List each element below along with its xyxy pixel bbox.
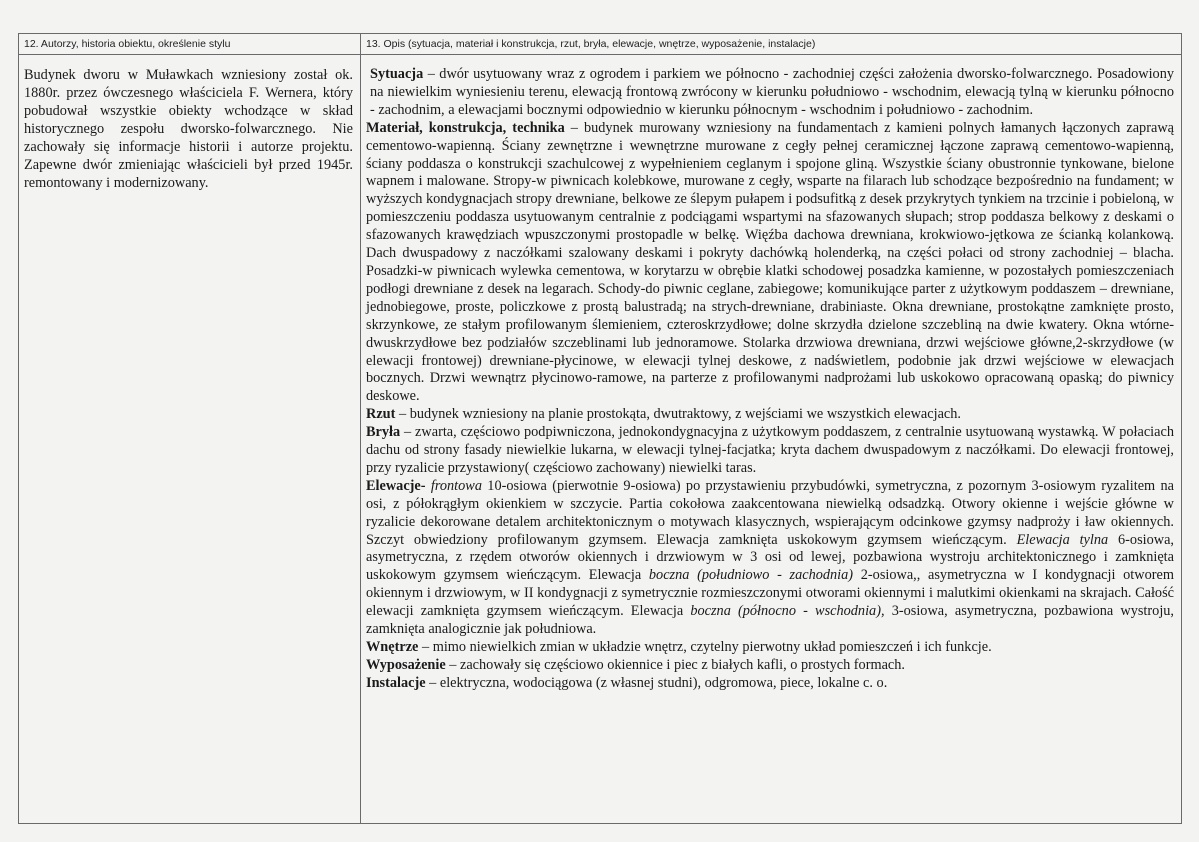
elewacja-boczna-pd-label: boczna (południowo - zachodnia) — [648, 567, 854, 584]
paragraph-wnetrze — [366, 639, 1174, 657]
text-sytuacja: – dwór usytuowany wraz z ogrodem i parkiem we północno - zachodniej części założenia dworsko-folwarcznego. Posadowiony na niewielkim wyniesieniu terenu, elewacją frontową zwrócony w kierunku południowo - wschodnim, elewacją tylną w kierunku północno - zachodnim, a elewacjami bocznymi odpowiednio w kierunku północnym - wschodnim i południowo - zachodnim. — [370, 66, 1174, 118]
text-wyposazenie: – zachowały się częściowo okiennice i piec z białych kafli, o prostych formach. — [445, 656, 905, 673]
label-sytuacja: Sytuacja — [370, 66, 424, 82]
paragraph-rzut — [366, 406, 1174, 424]
label-wyposazenie: Wyposażenie — [366, 656, 446, 673]
paragraph-elewacje — [366, 478, 1174, 639]
text-bryla: – zwarta, częściowo podpiwniczona, jednokondygnacyjna z użytkowym poddaszem, z centralnie usytuowaną wystawką. W połaciach dachu od strony fasady niewielkie lukarna, w elewacji tylnej-facjatka; kryta dachem dwuspadowym z naczółkami. Do elewacji frontowej, przy ryzalicie przystawiony( częściowo zachowany) niewielki taras. — [366, 424, 1174, 476]
label-material: Materiał, konstrukcja, technika — [366, 119, 565, 136]
text-elewacje-3: 2-osiowa,, asymetryczna w I kondygnacji otworem okiennym i drzwiowym, w II kondygnacji z symetrycznie rozmieszczonymi otworami okiennymi i malutkimi okienkami na skrajach. Całość elewacji zamknięta gzymsem wieńczącym. Elewacja — [366, 567, 1174, 620]
section-12-header: 12. Autorzy, historia obiektu, określenie stylu — [24, 38, 231, 50]
paragraph-wyposazenie — [366, 657, 1174, 675]
text-elewacje-2: 6-osiowa, asymetryczna, z rzędem otworów okiennych i drzwiowym w 3 osi od lewej, pozbawiona wystroju architektonicznego i zamknięta uskokowym gzymsem wieńczącym. Elewacja — [366, 531, 1174, 584]
elewacja-frontowa-label: frontowa — [425, 477, 482, 494]
label-instalacje: Instalacje — [366, 674, 426, 691]
text-rzut: – budynek wzniesiony na planie prostokąta, dwutraktowy, z wejściami we wszystkich elewacjach. — [395, 406, 962, 423]
paragraph-bryla — [366, 424, 1174, 478]
text-elewacje-1: 10-osiowa (pierwotnie 9-osiowa) po przystawieniu przybudówki, symetryczna, z pozornym 3-osiowym ryzalitem na osi, z półokrągłym okienkiem w szczycie. Partia cokołowa zaakcentowana niewielką odsadzką. Otwory okienne i wejście główne w ryzalicie dekorowane detalem architektonicznym o motywach klasycznych, wspierającym odcinkowe gzymsy nadproży i ław okiennych. Szczyt obwiedziony profilowanym gzymsem. Elewacja zamknięta uskokowym gzymsem wieńczącym. — [366, 477, 1174, 548]
text-elewacje-4: 3-osiowa, asymetryczna, pozbawiona wystroju, zamknięta analogicznie jak południowa. — [366, 603, 1175, 638]
text-instalacje: – elektryczna, wodociągowa (z własnej studni), odgromowa, piece, lokalne c. o. — [425, 674, 888, 691]
text-material: – budynek murowany wzniesiony na fundamentach z kamieni polnych łamanych łączonych zaprawą cementowo-wapienną. Ściany zewnętrzne i wewnętrzne murowane z cegły pełnej ceramicznej łączone zaprawą cementowo-wapienną, ściany poddasza o konstrukcji szachulcowej z wypełnieniem ceglanym i spojone gliną. Wszystkie ściany obustronnie tynkowane, bielone wapnem i malowane. Stropy-w piwnicach kolebkowe, murowane z cegły, wsparte na filarach lub schodzące bezpośrednio na fundament; w wyższych kondygnacjach stropy drewniane, belkowe ze ślepym pułapem i podsufitką z desek przykrytych tynkiem na trzcinie i pobieloną, w pomieszczeniu poddasza usytuowanym centralnie z podciągami wspartymi na sfazowanych słupach; strop poddasza belkowy z deskami o sfazowanych krawędziach wpuszczonymi prostopadle w belkę. Więźba dachowa drewniana, krokwiowo-jętkowa ze ścianką kolankową. Dach dwuspadowy z naczółkami szalowany deskami i pokryty dachówką holenderką, na części połaci od strony zachodniej – blacha. Posadzki-w piwnicach wylewka cementowa, w korytarzu w obrębie klatki schodowej posadzka kamienne, w pozostałych pomieszczeniach podłogi drewniane z desek na legarach. Schody-do piwnic ceglane, zabiegowe; komunikujące parter z użytkowym poddaszem – drewniane, jednobiegowe, proste, policzkowe z prostą balustradą; na strych-drewniane, drabiniaste. Okna drewniane, prostokątne zamknięte prosto, skrzynkowe, ze stałym profilowanym ślemieniem, czteroskrzydłowe; dolne skrzydła dzielone szczebliną na dwie kwatery. Okna wtórne-dwuskrzydłowe bez podziałów szczeblinami lub jednoramowe. Stolarka drzwiowa drewniana, drzwi wejściowe główne,2-skrzydłowe (w elewacji frontowej) drewniane-płycinowe, w elewacji tylnej deskowe, z nadświetlem, podobnie jak drzwi wejściowe w elewacjach bocznych. Drzwi wewnątrz płycinowo-ramowe, na parterze z profilowanymi nadprożami lub uskokowo opracowaną opaską; do piwnicy deskowe. — [366, 119, 1174, 405]
label-bryla: Bryła — [366, 424, 401, 441]
header-rule-left — [18, 54, 360, 55]
label-wnetrze: Wnętrze — [366, 639, 419, 655]
label-rzut: Rzut — [366, 406, 396, 423]
label-elewacje: Elewacje- — [366, 477, 426, 494]
history-text: Budynek dworu w Muławkach wzniesiony został ok. 1880r. przez ówczesnego właściciela F. Wernera, który pobudował wszystkie obiekty wchodzące w skład historycznego zespołu dworsko-folwarcznego. Nie zachowały się informacje historii i autorze projektu. Zapewne dwór zmieniając właścicieli był przed 1945r. remontowany i modernizowany. — [24, 67, 353, 191]
header-rule-right — [361, 54, 1182, 55]
column-divider — [360, 33, 361, 824]
text-wnetrze: – mimo niewielkich zmian w układzie wnętrz, czytelny pierwotny układ pomieszczeń i ich funkcje. — [418, 639, 992, 655]
section-13-header: 13. Opis (sytuacja, materiał i konstrukcja, rzut, bryła, elewacje, wnętrze, wyposażenie, instalacje) — [366, 38, 816, 50]
paragraph-material — [366, 120, 1174, 407]
paragraph-sytuacja — [366, 66, 1174, 120]
elewacja-boczna-pn-label: boczna (północno - wschodnia), — [690, 603, 885, 620]
elewacja-tylna-label: Elewacja tylna — [1016, 531, 1109, 548]
description-text — [366, 66, 1174, 693]
paragraph-instalacje — [366, 675, 1174, 693]
